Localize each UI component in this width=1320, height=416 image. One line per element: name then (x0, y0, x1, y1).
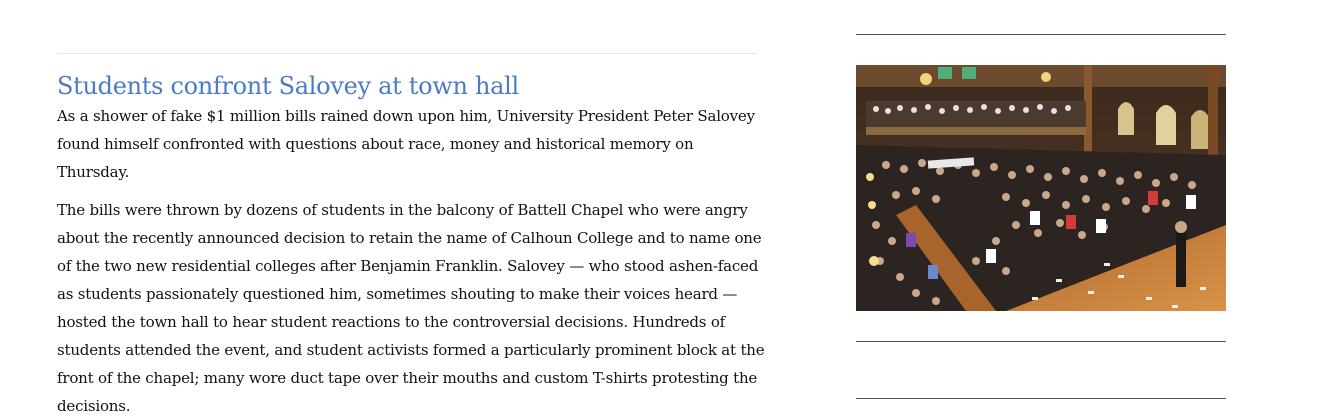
top-divider (57, 53, 757, 54)
sidebar-divider-bottom (856, 398, 1226, 399)
article (57, 70, 769, 416)
chapel-crowd-illustration (856, 65, 1226, 311)
town-hall-photo[interactable] (856, 65, 1226, 311)
article-body-paragraph: The bills were thrown by dozens of students in the balcony of Battell Chapel who were angry about the recently announced decision to retain the name of Calhoun College and to name one of the two new residential colleges after Benjamin Franklin. Salovey — who stood ashen-faced as students passionately questioned him, sometimes shouting to make their voices heard — hosted the town hall to hear student reactions to the controversial decisions. Hundreds of students attended the event, and student activists formed a particularly prominent block at the front of the chapel; many wore duct tape over their mouths and custom T-shirts protesting the decisions. (57, 201, 765, 415)
sidebar-divider-top (856, 34, 1226, 35)
sidebar-divider-middle (856, 341, 1226, 342)
article-headline[interactable]: Students confront Salovey at town hall (57, 72, 519, 100)
article-lead-paragraph: As a shower of fake $1 million bills rained down upon him, University President Peter Salovey found himself confronted with questions about race, money and historical memory on Thursday. (57, 107, 755, 181)
